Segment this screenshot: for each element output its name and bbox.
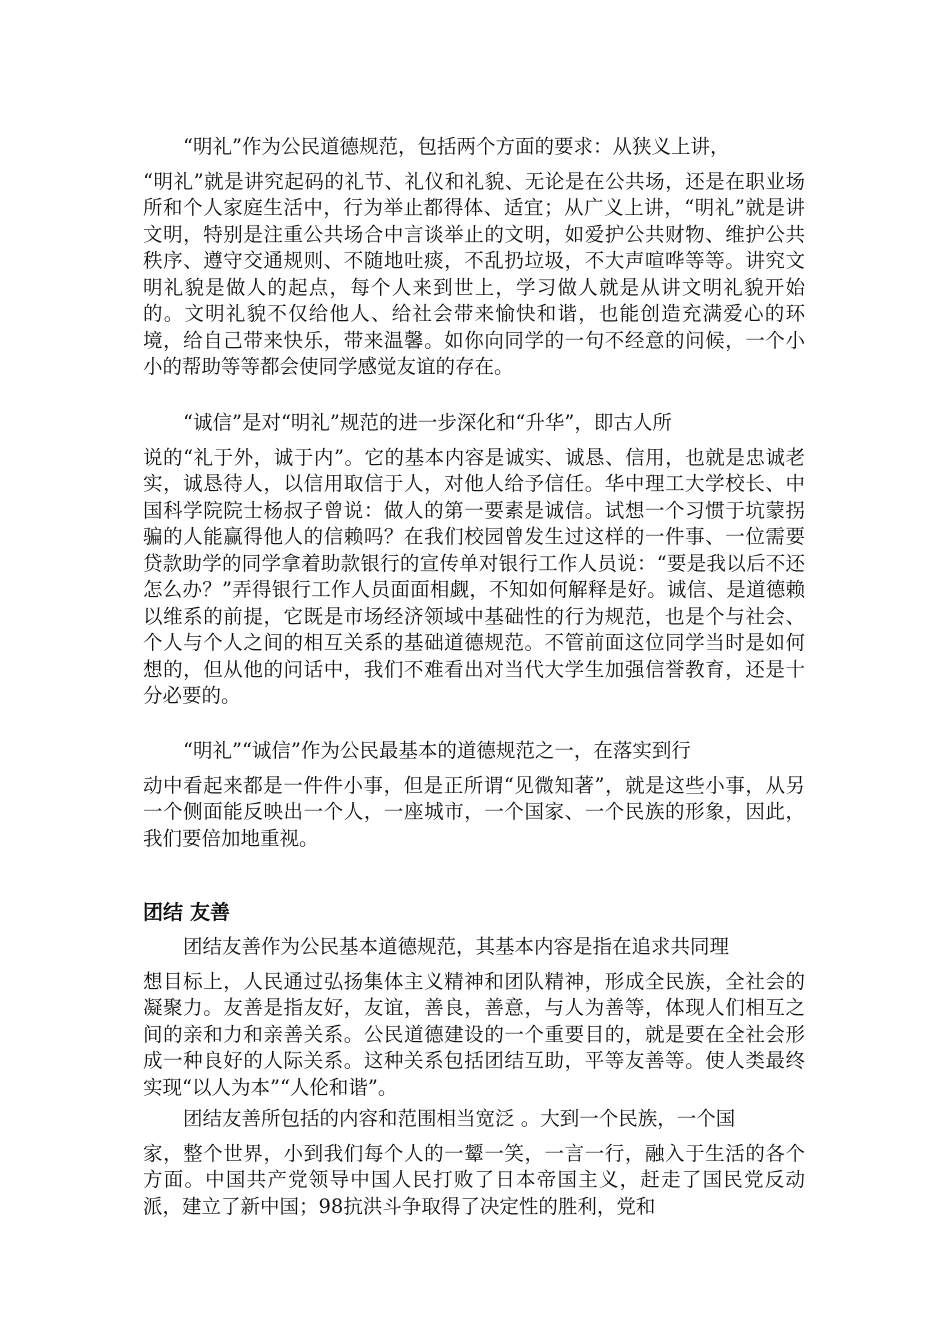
section-heading: 团结 友善: [143, 900, 230, 924]
paragraph-tuanjie: [143, 934, 805, 1101]
paragraph-first-line: “明礼”“诚信”作为公民最基本的道德规范之一，在落实到行: [183, 739, 691, 762]
paragraph-body: 动中看起来都是一件件小事，但是正所谓“见微知著”，就是这些小事，从另一个侧面能反映出一个人，一座城市，一个国家、一个民族的形象，因此，我们要倍加地重视。: [143, 773, 805, 850]
paragraph-body: 家，整个世界，小到我们每个人的一颦一笑，一言一行，融入于生活的各个方面。中国共产党领导中国人民打败了日本帝国主义，赶走了国民党反动派，建立了新中国；98抗洪斗争取得了决定性的胜利，党和: [143, 1141, 805, 1218]
paragraph-body: 说的“礼于外，诚于内”。它的基本内容是诚实、诚恳、信用，也就是忠诚老实，诚恳待人，以信用取信于人，对他人给予信任。华中理工大学校长、中国科学院院士杨叔子曾说：做人的第一要素是诚信。试想一个习惯于坑蒙拐骗的人能赢得他人的信赖吗？在我们校园曾发生过这样的一件事、一位需要贷款助学的同学拿着助款银行的宣传单对银行工作人员说：“要是我以后不还怎么办？”弄得银行工作人员面面相觑，不知如何解释是好。诚信、是道德赖以维系的前提，它既是市场经济领域中基础性的行为规范，也是个与社会、个人与个人之间的相互关系的基础道德规范。不管前面这位同学当时是如何想的，但从他的问话中，我们不难看出对当代大学生加强信誉教育，还是十分必要的。: [143, 445, 805, 707]
paragraph-summary: [143, 738, 805, 852]
paragraph-first-line: “明礼”作为公民道德规范，包括两个方面的要求：从狭义上讲，: [183, 135, 730, 158]
paragraph-body: “明礼”就是讲究起码的礼节、礼仪和礼貌、无论是在公共场，还是在职业场所和个人家庭生活中，行为举止都得体、适宜；从广义上讲，“明礼”就是讲文明，特别是注重公共场合中言谈举止的文明，如爱护公共财物、维护公共秩序、遵守交通规则、不随地吐痰，不乱扔垃圾，不大声喧哗等等。讲究文明礼貌是做人的起点，每个人来到世上，学习做人就是从讲文明礼貌开始的。文明礼貌不仅给他人、给社会带来愉快和谐，也能创造充满爱心的环境，给自己带来快乐，带来温馨。如你向同学的一句不经意的问候，一个小小的帮助等等都会使同学感觉友谊的存在。: [143, 169, 805, 378]
paragraph-mingli: [143, 134, 805, 381]
paragraph-body: 想目标上，人民通过弘扬集体主义精神和团队精神，形成全民族，全社会的凝聚力。友善是指友好，友谊，善良，善意，与人为善等，体现人们相互之间的亲和力和亲善关系。公民道德建设的一个重要目的，就是要在全社会形成一种良好的人际关系。这种关系包括团结互助，平等友善等。使人类最终实现“以人为本”“人伦和谐”。: [143, 969, 805, 1099]
paragraph-first-line: “诚信”是对“明礼”规范的进一步深化和“升华”，即古人所: [183, 411, 672, 434]
paragraph-youshan: [143, 1106, 805, 1220]
paragraph-first-line: 团结友善作为公民基本道德规范，其基本内容是指在追求共同理: [183, 935, 730, 958]
paragraph-first-line: 团结友善所包括的内容和范围相当宽泛 。大到一个民族，一个国: [183, 1107, 736, 1130]
paragraph-chengxin: [143, 410, 805, 710]
